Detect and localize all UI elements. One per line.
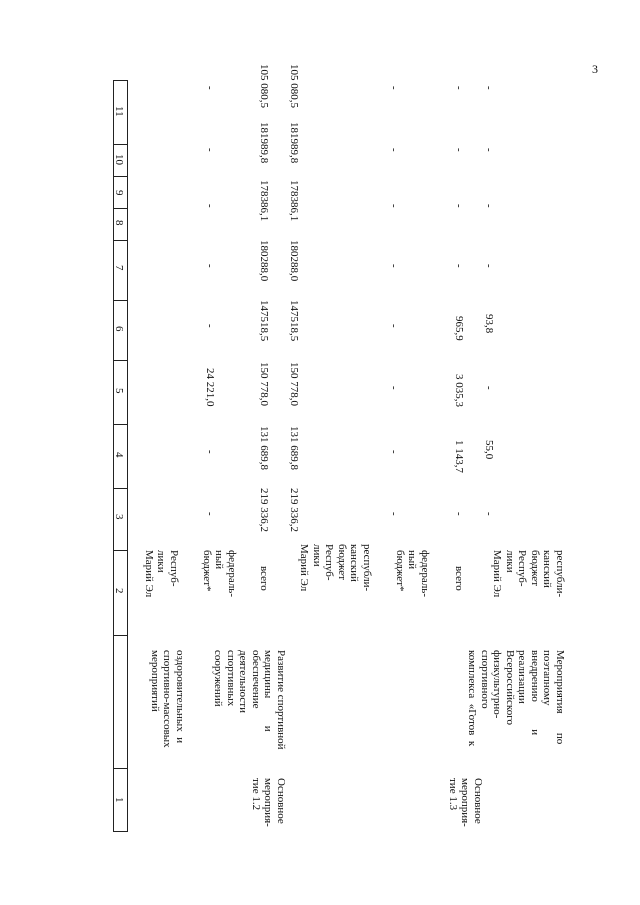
- row5-v11: -: [453, 86, 465, 90]
- row2-v8: 180288,0: [258, 240, 270, 282]
- row3-v7: 147518,5: [288, 300, 300, 342]
- row6-v5: 55,0: [483, 440, 495, 460]
- col-sep: [113, 635, 128, 636]
- page-number: 3: [592, 62, 598, 76]
- row4-v4: -: [388, 512, 400, 516]
- row4-v8: -: [388, 264, 400, 268]
- row3-v10: 181989,8: [288, 122, 300, 164]
- row2-v7: 147518,5: [258, 300, 270, 342]
- header-col-10: 10: [113, 154, 125, 165]
- col-sep: [113, 144, 128, 145]
- row5-col1: Основное мероприя- тие 1.3: [447, 778, 484, 827]
- header-col-5: 5: [113, 388, 125, 394]
- col-sep: [113, 240, 128, 241]
- row2-v6: 150 778,0: [258, 362, 270, 406]
- row6-v9: -: [483, 204, 495, 208]
- row3-v5: 131 689,8: [288, 426, 300, 470]
- col-sep: [113, 488, 128, 489]
- header-line-bottom: [127, 80, 128, 832]
- col-sep: [113, 80, 128, 81]
- header-col-11: 11: [113, 106, 125, 117]
- row5-v8: -: [453, 264, 465, 268]
- row2-col2: Развитие спортивной медицины и обеспечение деятельности спортивных сооружений: [212, 650, 287, 750]
- row4-v11: -: [388, 86, 400, 90]
- row5-v5: 1 143,7: [453, 440, 465, 473]
- row4-col3: федераль- ный бюджет*: [394, 550, 431, 597]
- row1-col3: федераль- ный бюджет*: [201, 550, 238, 597]
- header-col-3: 3: [113, 514, 125, 520]
- col-sep: [113, 550, 128, 551]
- row6-col3: республи- канский бюджет Респуб- лики Марий Эл: [491, 550, 566, 598]
- header-col-9: 9: [113, 190, 125, 196]
- col-sep: [113, 300, 128, 301]
- row3-col3: республи- канский бюджет Респуб- лики Марий Эл: [298, 544, 373, 592]
- row2-col1: Основное мероприя- тие 1.2: [250, 778, 287, 827]
- row3-v8: 180288,0: [288, 240, 300, 282]
- row3-v11: 105 080,5: [288, 64, 300, 108]
- row2-v10: 181989,8: [258, 122, 270, 164]
- row4-v9: -: [388, 204, 400, 208]
- col-sep: [113, 176, 128, 177]
- row3-v6: 150 778,0: [288, 362, 300, 406]
- col-sep: [113, 424, 128, 425]
- row5-v7: 965,9: [453, 316, 465, 341]
- row4-v6: -: [388, 386, 400, 390]
- col-sep: [113, 360, 128, 361]
- row4-v5: -: [388, 450, 400, 454]
- row1-v11: -: [204, 86, 216, 90]
- row4-v7: -: [388, 324, 400, 328]
- row1-v8: -: [204, 264, 216, 268]
- header-col-6: 6: [113, 326, 125, 332]
- row3-v4: 219 336,2: [288, 488, 300, 532]
- row5-v9: -: [453, 204, 465, 208]
- row1-v10: -: [204, 148, 216, 152]
- row1-v9: -: [204, 204, 216, 208]
- row5-col3: всего: [453, 566, 465, 591]
- row1-v7: -: [204, 324, 216, 328]
- row0-col2: оздоровительных и спортивно-массовых мероприятий: [149, 650, 186, 748]
- row2-v4: 219 336,2: [258, 488, 270, 532]
- row2-v9: 178386,1: [258, 180, 270, 222]
- row1-v6: 24 221,0: [204, 368, 216, 407]
- row5-v6: 3 035,3: [453, 374, 465, 407]
- row4-v10: -: [388, 148, 400, 152]
- row6-v4: -: [483, 512, 495, 516]
- row1-v4: -: [204, 512, 216, 516]
- row1-v5: -: [204, 450, 216, 454]
- row3-v9: 178386,1: [288, 180, 300, 222]
- col-sep: [113, 208, 128, 209]
- row0-col3: Респуб- лики Марий Эл: [143, 550, 180, 598]
- row5-v4: -: [453, 512, 465, 516]
- header-col-4: 4: [113, 452, 125, 458]
- row2-col3: всего: [258, 566, 270, 591]
- header-col-8: 8: [113, 220, 125, 226]
- col-sep: [113, 831, 128, 832]
- header-col-7: 7: [113, 265, 125, 271]
- row5-col2: Мероприятия по поэтапному внедрению и реализации Всероссийского физкультурно- спортивного комплекса «Готов к: [466, 650, 566, 747]
- header-col-2: 2: [113, 588, 125, 594]
- col-sep: [113, 768, 128, 769]
- row6-v7: 93,8: [483, 314, 495, 334]
- row6-v11: -: [483, 86, 495, 90]
- row6-v8: -: [483, 264, 495, 268]
- row6-v6: -: [483, 386, 495, 390]
- header-col-1: 1: [113, 797, 125, 803]
- row2-v11: 105 080,5: [258, 64, 270, 108]
- row2-v5: 131 689,8: [258, 426, 270, 470]
- row5-v10: -: [453, 148, 465, 152]
- row6-v10: -: [483, 148, 495, 152]
